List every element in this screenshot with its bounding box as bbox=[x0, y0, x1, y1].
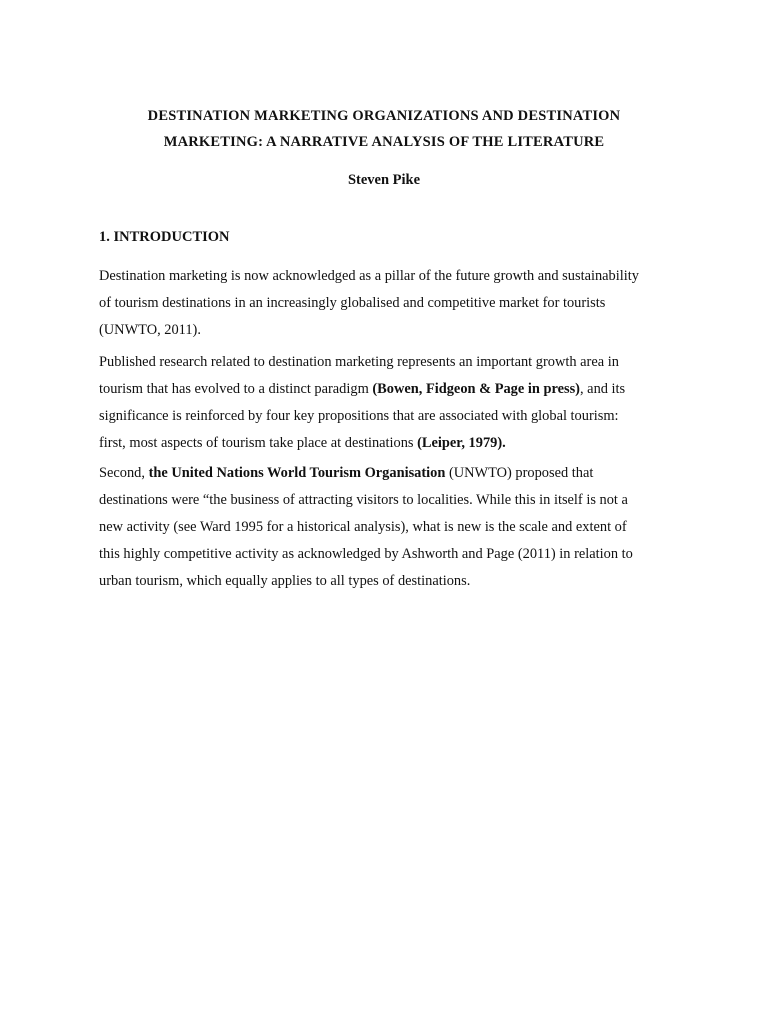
paragraph-3-line-3: new activity (see Ward 1995 for a historical analysis), what is new is the scale and extent of bbox=[99, 519, 627, 535]
paragraph-2-line-2-tail: , and its bbox=[579, 381, 626, 397]
paragraph-2-line-1: Published research related to destination marketing represents an important growth area in bbox=[99, 354, 619, 370]
paragraph-2-line-3: significance is reinforced by four key propositions that are associated with global tourism: bbox=[99, 408, 619, 424]
paragraph-2-line-2 bbox=[99, 376, 673, 403]
paragraph-3-line-5: urban tourism, which equally applies to all types of destinations. bbox=[99, 573, 471, 589]
paragraph-3-line-1 bbox=[99, 460, 673, 487]
paragraph-3-line-1-tail: (UNWTO) proposed that bbox=[445, 465, 594, 481]
paragraph-2-line-4-text: first, most aspects of tourism take place at destinations bbox=[99, 435, 418, 451]
unwto-name: the United Nations World Tourism Organisation bbox=[148, 465, 446, 481]
paragraph-3-line-4: this highly competitive activity as acknowledged by Ashworth and Page (2011) in relation to bbox=[99, 546, 633, 562]
paragraph-2-line-2-text: tourism that has evolved to a distinct paradigm bbox=[99, 381, 373, 397]
paragraph-3-line-2: destinations were “the business of attracting visitors to localities. While this in itself is not a bbox=[99, 492, 628, 508]
paragraph-2 bbox=[99, 349, 673, 457]
section-heading-introduction: 1. INTRODUCTION bbox=[99, 229, 230, 245]
paragraph-1-line-1: Destination marketing is now acknowledged as a pillar of the future growth and sustainability bbox=[99, 268, 639, 284]
paper-title bbox=[60, 103, 708, 155]
paragraph-3-line-1-text: Second, bbox=[99, 465, 149, 481]
paragraph-1-line-2: of tourism destinations in an increasingly globalised and competitive market for tourists bbox=[99, 295, 606, 311]
paragraph-3 bbox=[99, 460, 673, 595]
paragraph-1-line-3: (UNWTO, 2011). bbox=[99, 322, 201, 338]
paper-title-line-2: MARKETING: A NARRATIVE ANALYSIS OF THE LITERATURE bbox=[163, 134, 605, 150]
paragraph-1 bbox=[99, 263, 673, 344]
citation-leiper: (Leiper, 1979). bbox=[417, 435, 506, 451]
author-name: Steven Pike bbox=[347, 172, 421, 188]
paper-title-line-1: DESTINATION MARKETING ORGANIZATIONS AND DESTINATION bbox=[147, 108, 621, 124]
citation-bowen-fidgeon-page: (Bowen, Fidgeon & Page in press) bbox=[372, 381, 580, 397]
paragraph-2-line-4 bbox=[99, 430, 673, 457]
